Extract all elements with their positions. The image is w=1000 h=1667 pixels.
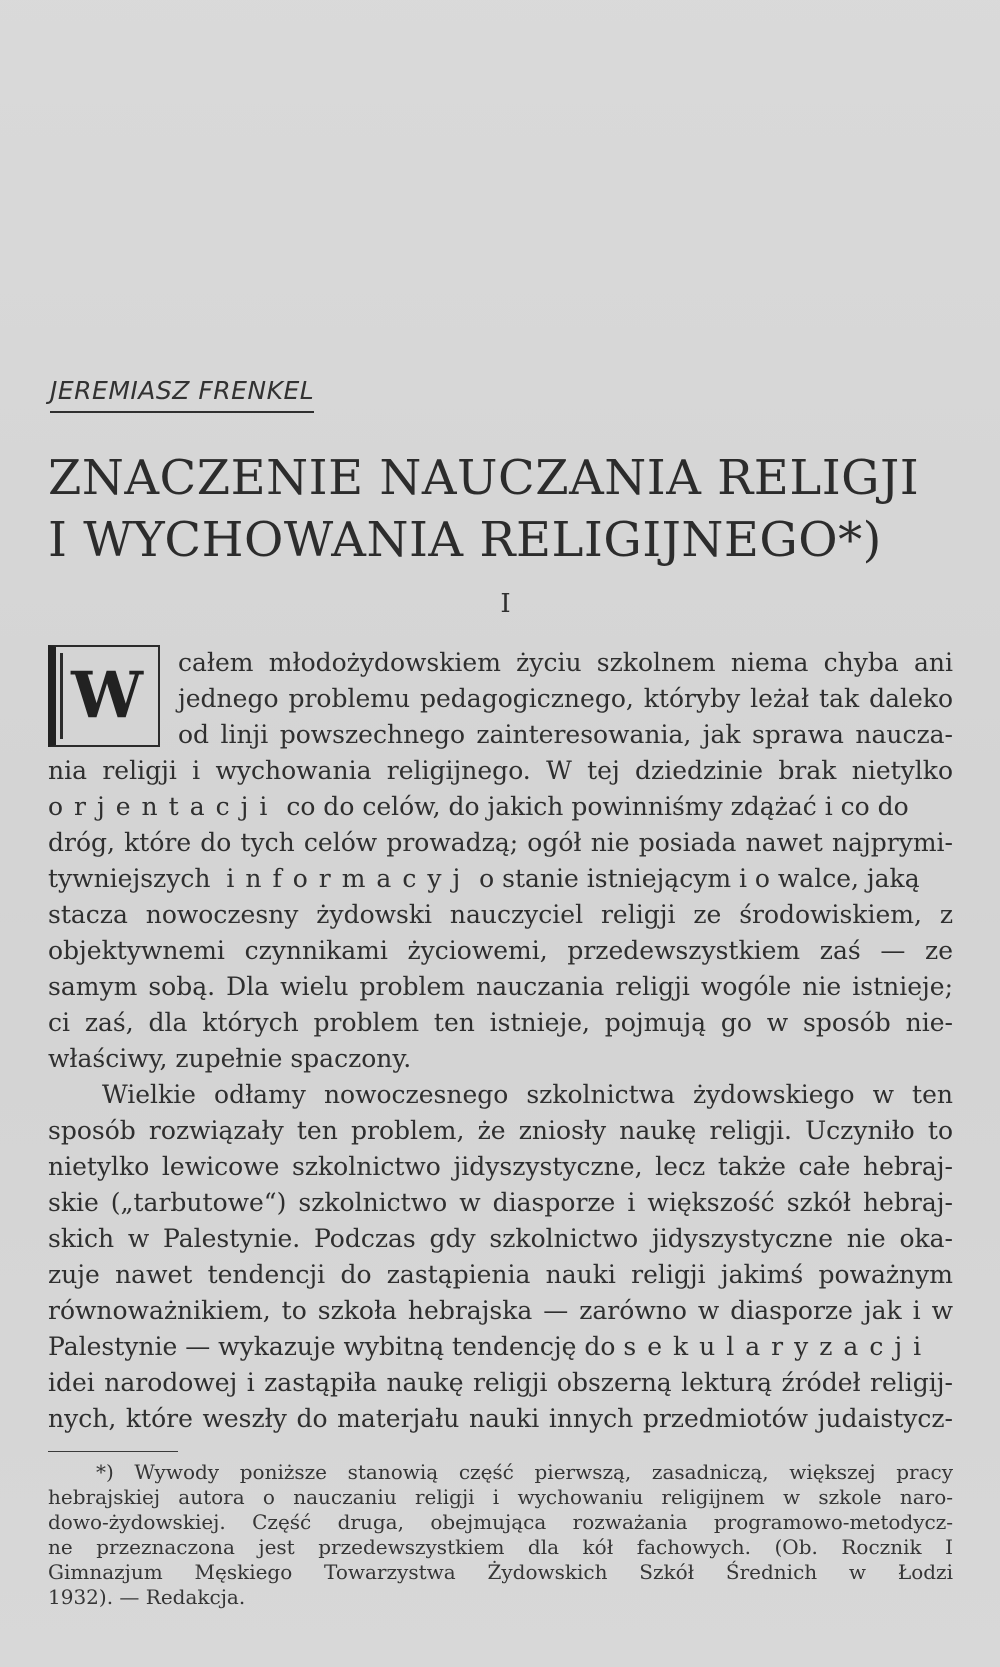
title-line-1: ZNACZENIE NAUCZANIA RELIGJI <box>48 450 920 506</box>
footnote-line: ne przeznaczona jest przedewszystkiem dla kół fachowych. (Ob. Rocznik I <box>48 1535 953 1559</box>
text-line: samym sobą. Dla wielu problem nauczania religji wogóle nie istnieje; <box>48 972 953 1001</box>
spaced-word: informacyj <box>226 864 472 893</box>
footnote-divider <box>48 1451 178 1452</box>
text-fragment: o stanie istniejącym i o walce, jaką <box>479 864 920 893</box>
drop-cap-box <box>48 645 160 747</box>
footnote-line: hebrajskiej autora o nauczaniu religji i wychowaniu religijnem w szkole naro- <box>48 1485 953 1509</box>
footnote-line: dowo-żydowskiej. Część druga, obejmująca rozważania programowo-metodycz- <box>48 1510 953 1534</box>
article <box>48 376 953 1610</box>
text-line: nia religji i wychowania religijnego. W tej dziedzinie brak nietylko <box>48 756 953 785</box>
text-line: całem młodożydowskiem życiu szkolnem niema chyba ani <box>178 648 953 677</box>
text-line: objektywnemi czynnikami życiowemi, przedewszystkiem zaś — ze <box>48 936 953 965</box>
text-line: dróg, które do tych celów prowadzą; ogół nie posiada nawet najprymi- <box>48 828 953 857</box>
text-line: skich w Palestynie. Podczas gdy szkolnictwo jidyszystyczne nie oka- <box>48 1224 953 1253</box>
text-line: właściwy, zupełnie spaczony. <box>48 1044 412 1073</box>
text-fragment: Palestynie — wykazuje wybitną tendencję do <box>48 1332 616 1361</box>
article-title <box>48 447 953 571</box>
text-line: idei narodowej i zastąpiła naukę religji obszerną lekturą źródeł religij- <box>48 1368 953 1397</box>
footnote <box>48 1460 953 1610</box>
text-line: zuje nawet tendencji do zastąpienia nauki religji jakimś poważnym <box>48 1260 953 1289</box>
article-body <box>48 645 953 1437</box>
text-fragment: co do celów, do jakich powinniśmy zdążać i co do <box>286 792 909 821</box>
text-line <box>48 861 953 897</box>
text-line: skie („tarbutowe“) szkolnictwo w diasporze i większość szkół hebraj- <box>48 1188 953 1217</box>
drop-cap-letter: W <box>71 658 143 733</box>
text-fragment: tywniejszych <box>48 864 211 893</box>
footnote-line: *) Wywody poniższe stanowią część pierwszą, zasadniczą, większej pracy <box>96 1460 953 1484</box>
text-line <box>48 789 953 825</box>
text-line: Wielkie odłamy nowoczesnego szkolnictwa żydowskiego w ten <box>102 1080 953 1109</box>
section-numeral: I <box>500 589 511 619</box>
text-line <box>48 1329 953 1365</box>
text-line: nietylko lewicowe szkolnictwo jidyszystyczne, lecz także całe hebraj- <box>48 1152 953 1181</box>
opening-lines <box>48 645 953 753</box>
text-line: stacza nowoczesny żydowski nauczyciel religji ze środowiskiem, z <box>48 900 953 929</box>
title-line-2: I WYCHOWANIA RELIGIJNEGO*) <box>48 512 882 568</box>
text-line: od linji powszechnego zainteresowania, jak sprawa naucza- <box>178 720 953 749</box>
text-line: sposób rozwiązały ten problem, że zniosły naukę religji. Uczyniło to <box>48 1116 953 1145</box>
text-line: nych, które weszły do materjału nauki innych przedmiotów judaistycz- <box>48 1404 953 1433</box>
author-name: JEREMIASZ FRENKEL <box>50 376 314 413</box>
footnote-line: 1932). — Redakcja. <box>48 1585 246 1609</box>
spaced-word: sekularyzacji <box>623 1332 933 1361</box>
footnote-line: Gimnazjum Męskiego Towarzystwa Żydowskich Szkół Średnich w Łodzi <box>48 1560 953 1584</box>
text-line: równoważnikiem, to szkoła hebrajska — zarówno w diasporze jak i w <box>48 1296 953 1325</box>
text-line: jednego problemu pedagogicznego, któryby leżał tak daleko <box>178 684 953 713</box>
spaced-word: orjentacji <box>48 792 279 821</box>
text-line: ci zaś, dla których problem ten istnieje, pojmują go w sposób nie- <box>48 1008 953 1037</box>
